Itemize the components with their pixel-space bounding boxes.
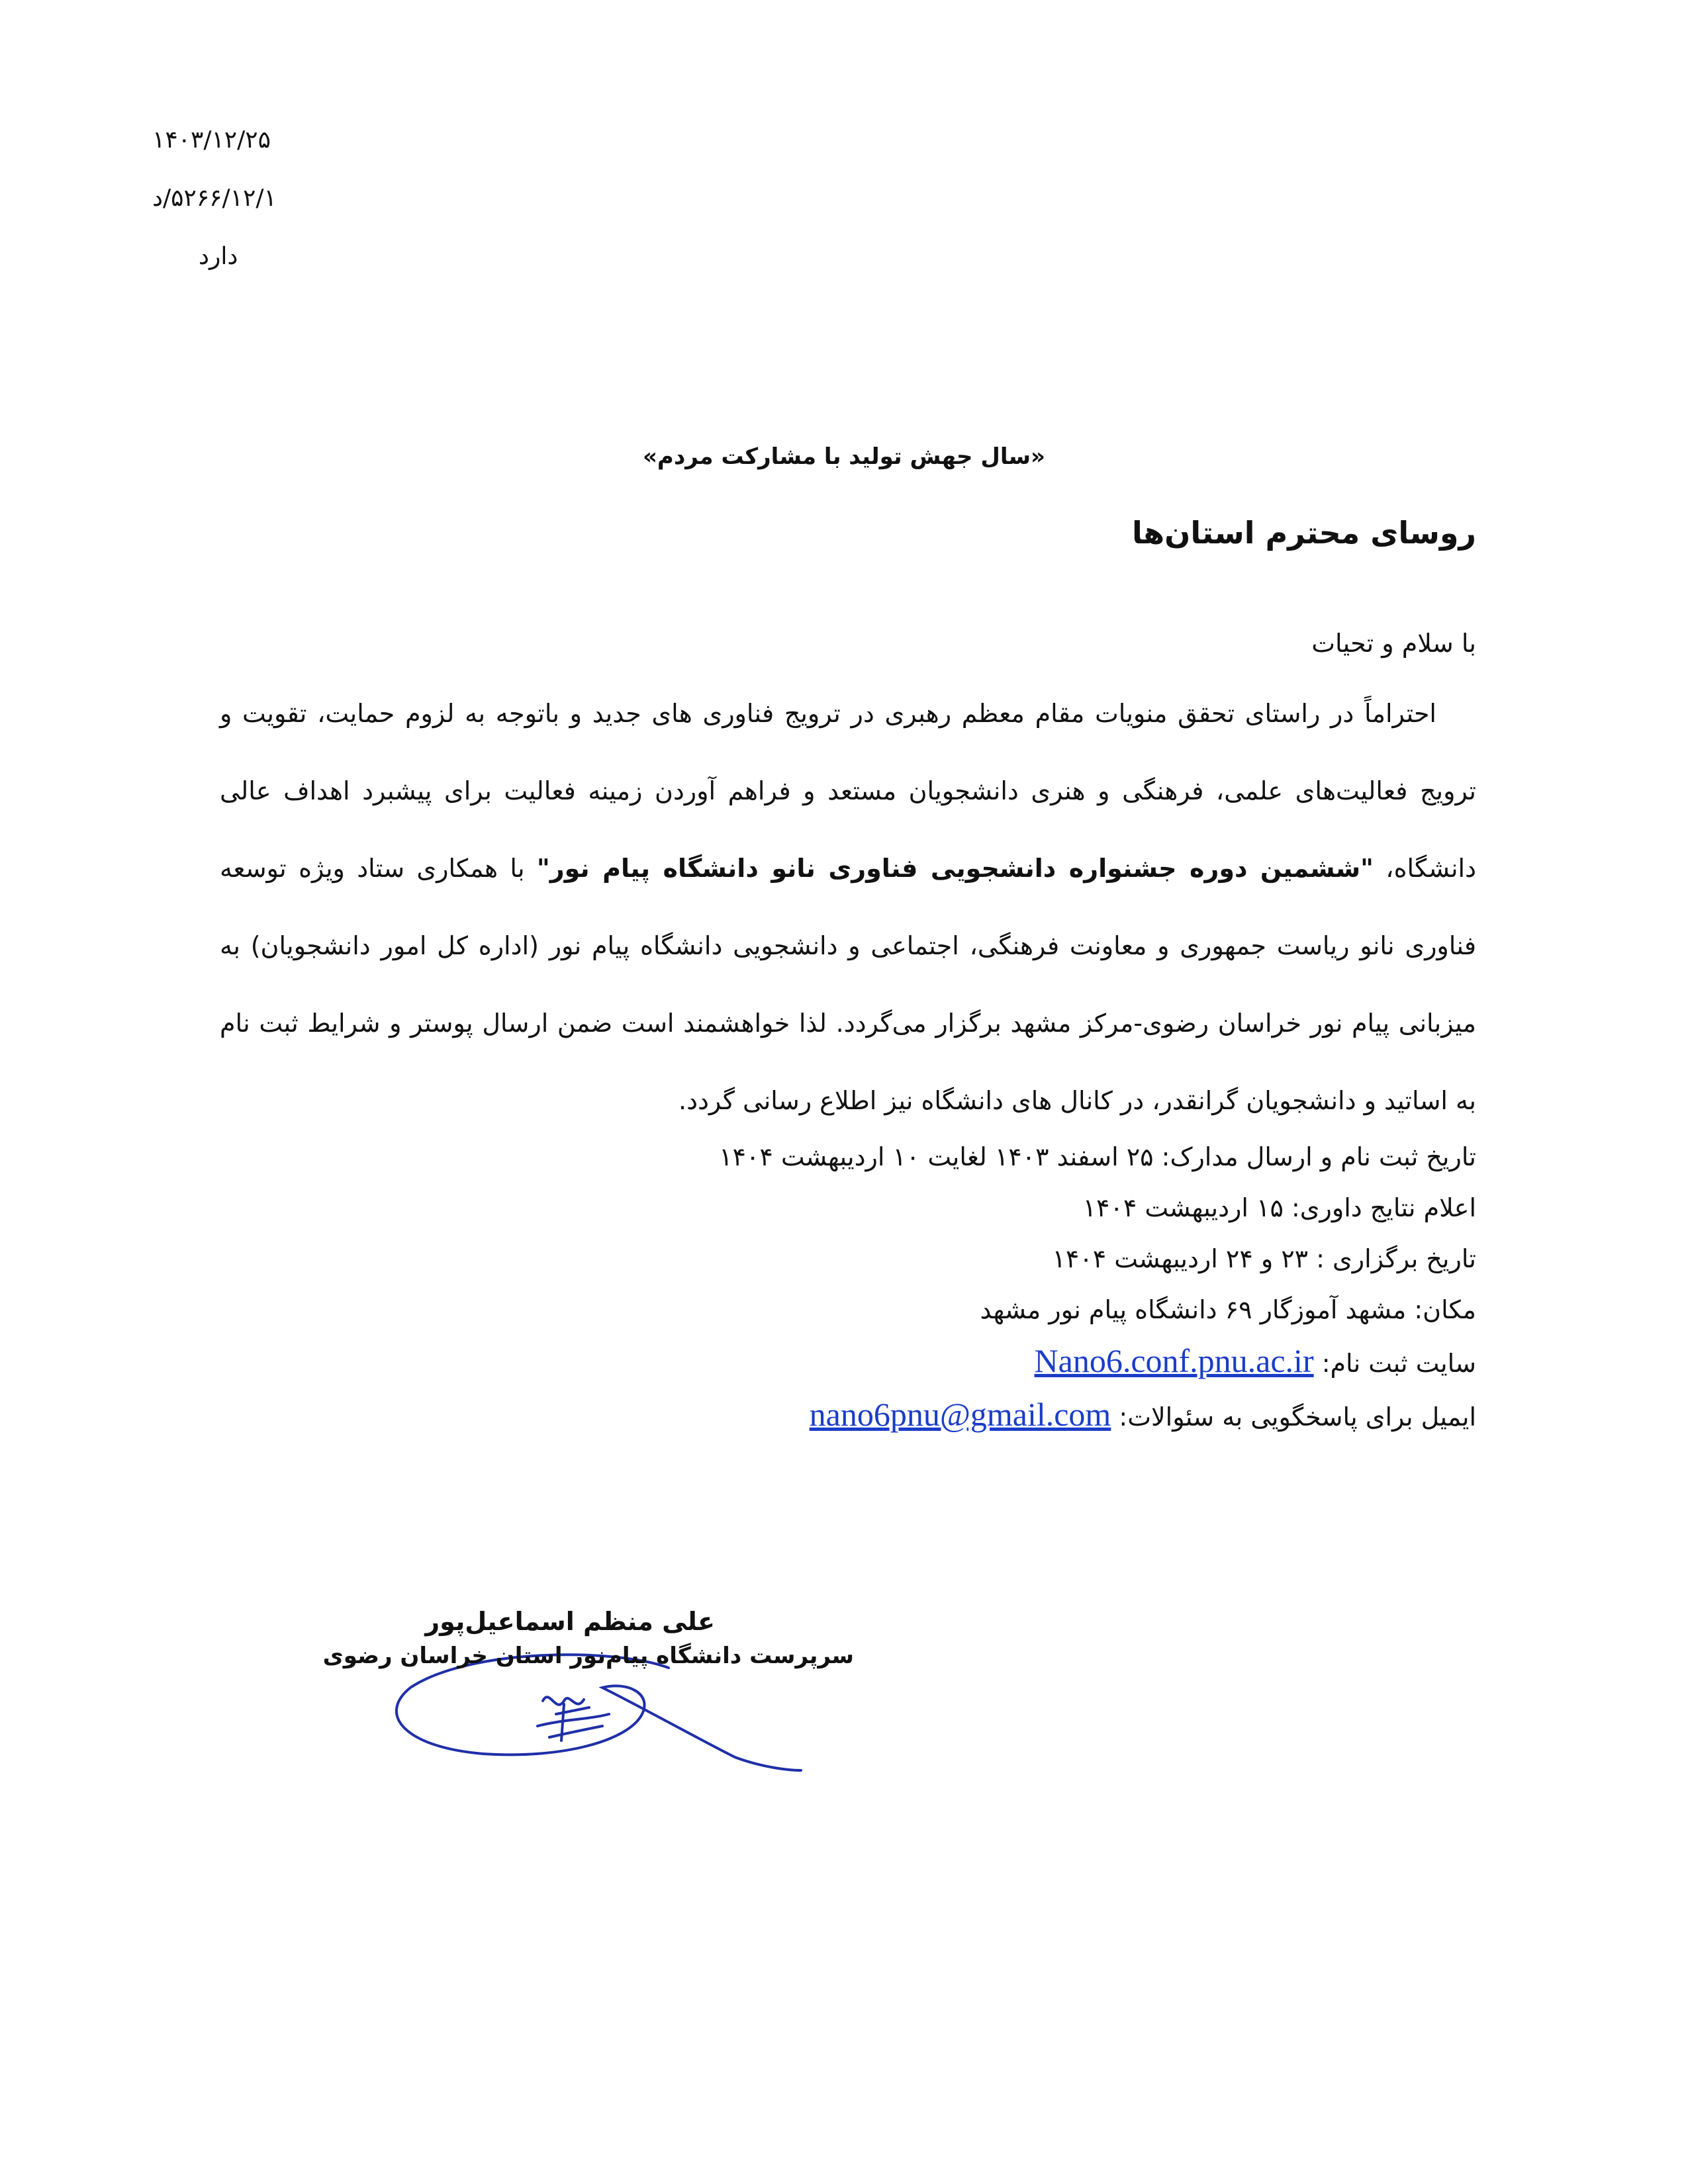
- letter-attachment: دارد: [199, 243, 238, 270]
- email-row: [719, 1389, 1476, 1443]
- letter-date: ۱۴۰۳/۱۲/۲۵: [152, 126, 271, 154]
- signatory-title: سرپرست دانشگاه پیام‌نور استان خراسان رضوی: [322, 1643, 854, 1669]
- body-part-2: با همکاری ستاد ویژه توسعه فناوری نانو ریاست جمهوری و معاونت فرهنگی، اجتماعی و دانشجویی دانشگاه پیام نور (اداره کل امور دانشجویان) به میزبانی پیام نور خراسان رضوی-مرکز مشهد برگزار می‌گردد. لذا خواهشمند است ضمن ارسال پوستر و شرایط ثبت نام به اساتید و دانشجویان گرانقدر، در کانال های دانشگاه نیز اطلاع رسانی گردد.: [220, 854, 1476, 1115]
- registration-site-link[interactable]: Nano6.conf.pnu.ac.ir: [1034, 1342, 1314, 1379]
- contact-email-link[interactable]: nano6pnu@gmail.com: [809, 1396, 1111, 1433]
- letter-meta: [152, 111, 324, 286]
- results-date: اعلام نتایج داوری: ۱۵ اردیبهشت ۱۴۰۴: [1082, 1193, 1476, 1222]
- addressee: روسای محترم استان‌ها: [1132, 515, 1476, 551]
- site-label: سایت ثبت نام:: [1313, 1349, 1476, 1378]
- signature-block: [322, 1602, 854, 1813]
- registration-dates: تاریخ ثبت نام و ارسال مدارک: ۲۵ اسفند ۱۴۰۳ لغایت ۱۰ اردیبهشت ۱۴۰۴: [719, 1142, 1476, 1171]
- letter-body: [220, 675, 1476, 1140]
- body-part-1: احتراماً در راستای تحقق منویات مقام معظم رهبری در ترویج فناوری های جدید و باتوجه به لزوم حمایت، تقویت و ترویج فعالیت‌های علمی، فرهنگی و هنری دانشجویان مستعد و فراهم آوردن زمینه فعالیت برای پیشبرد اهداف عالی دانشگاه،: [220, 699, 1477, 883]
- event-details: [719, 1132, 1476, 1443]
- event-location: مکان: مشهد آموزگار ۶۹ دانشگاه پیام نور مشهد: [980, 1295, 1476, 1324]
- event-date: تاریخ برگزاری : ۲۳ و ۲۴ اردیبهشت ۱۴۰۴: [1052, 1244, 1476, 1273]
- email-label: ایمیل برای پاسخگویی به سئوالات:: [1111, 1402, 1476, 1432]
- festival-name: "ششمین دوره جشنواره دانشجویی فناوری نانو دانشگاه پیام نور": [536, 854, 1374, 883]
- year-slogan: «سال جهش تولید با مشارکت مردم»: [642, 443, 1046, 470]
- letter-number: ۵۲۶۶/۱۲/۱/د: [152, 185, 277, 212]
- greeting: با سلام و تحیات: [1311, 629, 1476, 658]
- registration-site-row: [719, 1336, 1476, 1389]
- signatory-name: علی منظم اسماعیل‌پور: [425, 1607, 715, 1636]
